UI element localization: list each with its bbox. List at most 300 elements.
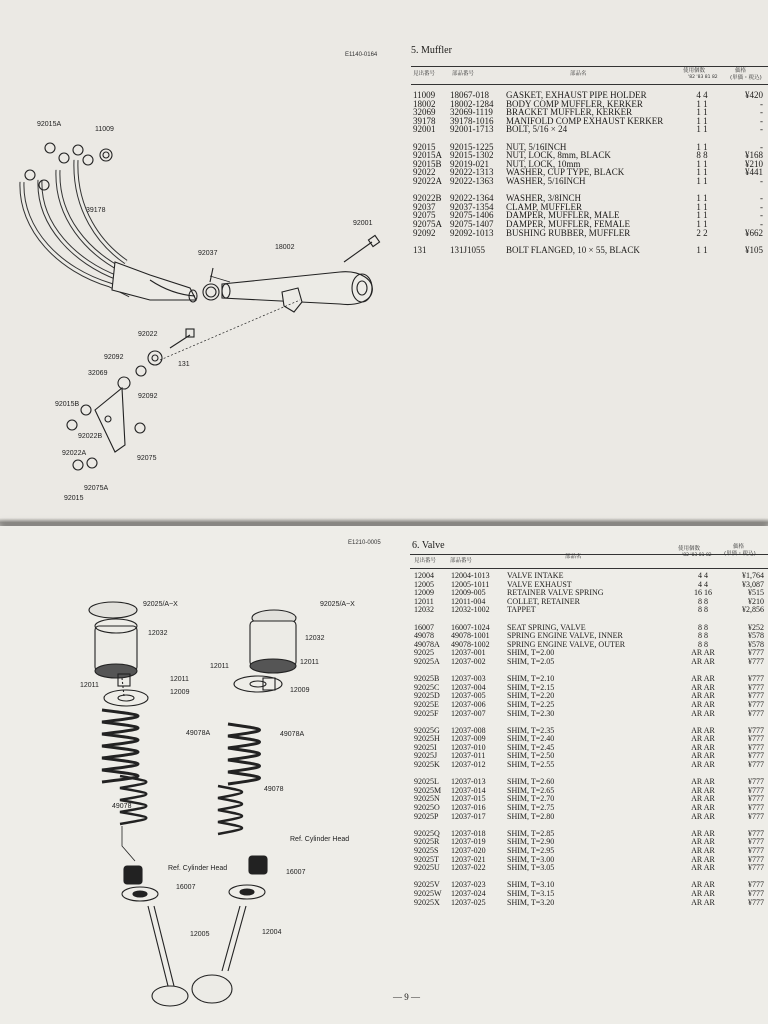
part-number-cell: 92037-1354 <box>450 201 494 212</box>
ref-number-cell: 18002 <box>413 98 436 109</box>
ref-number-cell: 92025P <box>414 811 439 821</box>
part-name-cell: WASHER, 3/8INCH <box>506 193 582 204</box>
quantity-cell: AR AR <box>691 794 715 804</box>
table-row <box>414 606 764 615</box>
part-name-cell: SHIM, T=2.45 <box>507 742 555 752</box>
part-name-cell: SHIM, T=2.70 <box>507 794 555 804</box>
quantity-cell: 1 1 <box>696 107 708 118</box>
price-cell: ¥777 <box>748 682 764 692</box>
table-top-rule <box>410 554 768 555</box>
svg-text:131: 131 <box>178 361 190 368</box>
quantity-cell: 8 8 <box>698 639 708 649</box>
price-cell: ¥777 <box>748 777 764 787</box>
part-number-cell: 12037-017 <box>451 811 486 821</box>
part-name-cell: SHIM, T=2.05 <box>507 656 555 666</box>
part-name-cell: SPRING ENGINE VALVE, INNER <box>507 631 623 641</box>
quantity-cell: 1 1 <box>696 141 708 152</box>
quantity-cell: AR AR <box>691 699 715 709</box>
svg-text:92001: 92001 <box>353 220 373 227</box>
svg-text:92022B: 92022B <box>78 433 103 440</box>
part-name-cell: SHIM, T=2.15 <box>507 682 555 692</box>
col-header-qty: 使用個数 <box>678 546 701 552</box>
part-number-cell: 92075-1406 <box>450 210 494 221</box>
ref-number-cell: 92025T <box>414 854 439 864</box>
part-name-cell: SHIM, T=2.55 <box>507 760 555 770</box>
quantity-cell: 4 4 <box>696 90 708 100</box>
price-cell: ¥3,087 <box>742 579 764 589</box>
part-number-cell: 12032-1002 <box>451 605 490 615</box>
part-number-cell: 39178-1016 <box>450 115 494 126</box>
quantity-cell: AR AR <box>691 777 715 787</box>
ref-number-cell: 92025R <box>414 837 440 847</box>
quantity-cell: 8 8 <box>696 150 708 161</box>
figure-code: E1140-0164 <box>345 52 378 58</box>
svg-text:92025/A~X: 92025/A~X <box>143 601 178 608</box>
price-cell: ¥777 <box>748 811 764 821</box>
svg-text:92025/A~X: 92025/A~X <box>320 601 355 608</box>
part-name-cell: RETAINER VALVE SPRING <box>507 588 604 598</box>
quantity-cell: 1 1 <box>696 210 708 221</box>
svg-text:49078: 49078 <box>112 803 132 810</box>
price-cell: - <box>760 98 763 109</box>
ref-number-cell: 92025O <box>414 803 440 813</box>
ref-number-cell: 49078A <box>414 639 440 649</box>
quantity-cell: 8 8 <box>698 622 708 632</box>
ref-number-cell: 12032 <box>414 605 434 615</box>
table-row <box>414 761 764 770</box>
svg-text:11009: 11009 <box>95 126 114 133</box>
part-name-cell: VALVE INTAKE <box>507 571 564 580</box>
part-number-cell: 12037-022 <box>451 863 486 873</box>
part-name-cell: SHIM, T=2.75 <box>507 803 555 813</box>
col-header-price-note: (単価・税込) <box>730 75 762 81</box>
svg-text:18002: 18002 <box>275 244 295 251</box>
part-number-cell: 12037-011 <box>451 751 486 761</box>
price-cell: - <box>760 201 763 212</box>
price-cell: ¥515 <box>748 588 764 598</box>
col-header-name: 部品名 <box>565 554 582 560</box>
price-cell: ¥777 <box>748 725 764 735</box>
ref-number-cell: 92025D <box>414 691 440 701</box>
price-cell: - <box>760 175 763 186</box>
price-cell: ¥777 <box>748 794 764 804</box>
part-number-cell: 12037-014 <box>451 785 486 795</box>
ref-number-cell: 12004 <box>414 571 434 580</box>
part-number-cell: 12037-003 <box>451 674 486 684</box>
ref-number-cell: 92037 <box>413 201 436 212</box>
part-name-cell: VALVE EXHAUST <box>507 579 572 589</box>
svg-text:12009: 12009 <box>290 687 310 694</box>
table-row <box>413 177 763 186</box>
price-cell: ¥777 <box>748 760 764 770</box>
quantity-cell: AR AR <box>691 897 715 907</box>
ref-number-cell: 92025E <box>414 699 439 709</box>
col-header-name: 部品名 <box>570 71 587 77</box>
part-name-cell: SPRING ENGINE VALVE, OUTER <box>507 639 626 649</box>
price-cell: - <box>760 218 763 229</box>
part-number-cell: 32069-1119 <box>450 107 493 118</box>
quantity-cell: 1 1 <box>696 193 708 204</box>
ref-number-cell: 92025V <box>414 880 440 890</box>
price-cell: ¥777 <box>748 656 764 666</box>
muffler-section-title: 5. Muffler <box>411 45 452 56</box>
part-number-cell: 12037-009 <box>451 734 486 744</box>
col-header-qty-models: '82 '83 81 82 <box>688 75 718 80</box>
price-cell: ¥578 <box>748 631 764 641</box>
part-number-cell: 12037-007 <box>451 708 486 718</box>
quantity-cell: AR AR <box>691 656 715 666</box>
svg-text:12004: 12004 <box>262 929 282 936</box>
ref-number-cell: 92025A <box>414 656 440 666</box>
part-name-cell: SHIM, T=3.05 <box>507 863 555 873</box>
quantity-cell: AR AR <box>691 880 715 890</box>
ref-number-cell: 92015 <box>413 141 436 152</box>
quantity-cell: AR AR <box>691 691 715 701</box>
quantity-cell: 1 1 <box>696 98 708 109</box>
part-name-cell: GASKET, EXHAUST PIPE HOLDER <box>506 90 647 100</box>
price-cell: ¥777 <box>748 863 764 873</box>
table-row <box>414 658 764 667</box>
part-number-cell: 18002-1284 <box>450 98 494 109</box>
part-name-cell: CLAMP, MUFFLER <box>506 201 583 212</box>
svg-text:12011: 12011 <box>210 663 229 670</box>
quantity-cell: AR AR <box>691 734 715 744</box>
part-number-cell: 18067-018 <box>450 90 489 100</box>
part-number-cell: 12037-010 <box>451 742 486 752</box>
page-number: — 9 — <box>393 992 420 1002</box>
ref-number-cell: 92025U <box>414 863 440 873</box>
quantity-cell: AR AR <box>691 863 715 873</box>
part-name-cell: SHIM, T=3.20 <box>507 897 555 907</box>
svg-text:92022: 92022 <box>138 331 158 338</box>
part-name-cell: SHIM, T=2.65 <box>507 785 555 795</box>
svg-text:49078: 49078 <box>264 786 284 793</box>
svg-text:12005: 12005 <box>190 931 210 938</box>
col-header-qty-models: '82 '83 81 82 <box>682 553 712 558</box>
ref-number-cell: 92025J <box>414 751 438 761</box>
ref-number-cell: 92025H <box>414 734 440 744</box>
part-name-cell: SHIM, T=2.35 <box>507 725 555 735</box>
quantity-cell: 1 1 <box>696 175 708 186</box>
table-row <box>414 864 764 873</box>
part-number-cell: 92092-1013 <box>450 227 494 238</box>
quantity-cell: 16 16 <box>694 588 712 598</box>
price-cell: ¥662 <box>745 227 763 238</box>
svg-text:12011: 12011 <box>300 659 319 666</box>
quantity-cell: AR AR <box>691 888 715 898</box>
part-number-cell: 12037-015 <box>451 794 486 804</box>
part-number-cell: 12037-018 <box>451 828 486 838</box>
price-cell: ¥777 <box>748 854 764 864</box>
part-number-cell: 12037-001 <box>451 648 486 658</box>
part-number-cell: 12037-013 <box>451 777 486 787</box>
part-number-cell: 92015-1302 <box>450 150 494 161</box>
quantity-cell: 8 8 <box>698 596 708 606</box>
table-row <box>414 813 764 822</box>
col-header-qty: 使用個数 <box>683 68 706 74</box>
part-number-cell: 12037-025 <box>451 897 486 907</box>
col-header-price-note: (単価・税込) <box>724 551 756 557</box>
table-row <box>414 899 764 908</box>
part-name-cell: NUT, LOCK, 8mm, BLACK <box>506 150 611 161</box>
table-row <box>414 710 764 719</box>
part-number-cell: 12005-1011 <box>451 579 490 589</box>
svg-text:12011: 12011 <box>170 676 189 683</box>
quantity-cell: 4 4 <box>698 571 708 580</box>
part-name-cell: BOLT, 5/16 × 24 <box>506 124 568 135</box>
quantity-cell: 2 2 <box>696 227 708 238</box>
ref-number-cell: 92092 <box>413 227 436 238</box>
part-number-cell: 12037-005 <box>451 691 486 701</box>
part-number-cell: 12009-005 <box>451 588 486 598</box>
ref-number-cell: 12011 <box>414 596 434 606</box>
ref-number-cell: 92025F <box>414 708 439 718</box>
ref-number-cell: 92025I <box>414 742 437 752</box>
quantity-cell: AR AR <box>691 803 715 813</box>
part-number-cell: 92022-1364 <box>450 193 494 204</box>
part-number-cell: 12004-1013 <box>451 571 490 580</box>
part-number-cell: 92022-1363 <box>450 175 494 186</box>
svg-text:12009: 12009 <box>170 689 190 696</box>
part-name-cell: SHIM, T=2.10 <box>507 674 555 684</box>
price-cell: ¥105 <box>745 244 763 255</box>
quantity-cell: 1 1 <box>696 201 708 212</box>
part-name-cell: COLLET, RETAINER <box>507 596 580 606</box>
part-name-cell: DAMPER, MUFFLER, MALE <box>506 210 620 221</box>
part-number-cell: 92015-1225 <box>450 141 494 152</box>
quantity-cell: 1 1 <box>696 167 708 178</box>
ref-number-cell: 49078 <box>414 631 434 641</box>
price-cell: ¥168 <box>745 150 763 161</box>
svg-text:92015: 92015 <box>64 495 84 502</box>
part-name-cell: SHIM, T=2.95 <box>507 846 555 855</box>
svg-text:12032: 12032 <box>305 635 325 642</box>
table-top-rule <box>411 66 768 67</box>
quantity-cell: 1 1 <box>696 124 708 135</box>
quantity-cell: AR AR <box>691 674 715 684</box>
part-name-cell: SHIM, T=2.60 <box>507 777 555 787</box>
svg-text:12032: 12032 <box>148 630 168 637</box>
ref-number-cell: 92025K <box>414 760 440 770</box>
price-cell: ¥210 <box>748 596 764 606</box>
part-number-cell: 16007-1024 <box>451 622 490 632</box>
price-cell: ¥777 <box>748 803 764 813</box>
part-name-cell: SHIM, T=2.30 <box>507 708 555 718</box>
price-cell: - <box>760 115 763 126</box>
svg-text:39178: 39178 <box>86 207 106 214</box>
svg-text:Ref. Cylinder Head: Ref. Cylinder Head <box>168 865 228 872</box>
svg-text:92015B: 92015B <box>55 401 80 408</box>
price-cell: ¥777 <box>748 837 764 847</box>
quantity-cell: AR AR <box>691 837 715 847</box>
price-cell: ¥777 <box>748 691 764 701</box>
part-number-cell: 92001-1713 <box>450 124 494 135</box>
ref-number-cell: 16007 <box>414 622 434 632</box>
quantity-cell: 8 8 <box>698 605 708 615</box>
part-name-cell: SHIM, T=2.85 <box>507 828 555 838</box>
part-name-cell: SHIM, T=3.00 <box>507 854 555 864</box>
part-name-cell: NUT, LOCK, 10mm <box>506 158 581 169</box>
ref-number-cell: 92025G <box>414 725 440 735</box>
svg-text:92092: 92092 <box>138 393 158 400</box>
col-header-part-no: 部品番号 <box>452 71 475 77</box>
price-cell: - <box>760 210 763 221</box>
quantity-cell: AR AR <box>691 648 715 658</box>
part-name-cell: SHIM, T=3.10 <box>507 880 555 890</box>
ref-number-cell: 92001 <box>413 124 436 135</box>
part-number-cell: 12037-008 <box>451 725 486 735</box>
ref-number-cell: 92022 <box>413 167 436 178</box>
part-name-cell: SEAT SPRING, VALVE <box>507 622 586 632</box>
ref-number-cell: 92075 <box>413 210 436 221</box>
svg-text:92037: 92037 <box>198 250 218 257</box>
part-name-cell: DAMPER, MUFFLER, FEMALE <box>506 218 631 229</box>
price-cell: ¥777 <box>748 708 764 718</box>
svg-text:32069: 32069 <box>88 370 108 377</box>
ref-number-cell: 92025N <box>414 794 440 804</box>
part-name-cell: SHIM, T=2.00 <box>507 648 555 658</box>
price-cell: ¥777 <box>748 785 764 795</box>
quantity-cell: 4 4 <box>698 579 708 589</box>
ref-number-cell: 12009 <box>414 588 434 598</box>
ref-number-cell: 39178 <box>413 115 436 126</box>
part-number-cell: 12037-021 <box>451 854 486 864</box>
quantity-cell: AR AR <box>691 828 715 838</box>
quantity-cell: AR AR <box>691 760 715 770</box>
quantity-cell: 1 1 <box>696 115 708 126</box>
table-header-rule <box>410 568 768 569</box>
part-name-cell: BODY COMP MUFFLER, KERKER <box>506 98 643 109</box>
part-name-cell: SHIM, T=2.90 <box>507 837 555 847</box>
ref-number-cell: 92025 <box>414 648 434 658</box>
price-cell: ¥1,764 <box>742 571 764 580</box>
svg-text:92022A: 92022A <box>62 450 87 457</box>
part-name-cell: WASHER, 5/16INCH <box>506 175 586 186</box>
part-name-cell: SHIM, T=2.20 <box>507 691 555 701</box>
part-number-cell: 12037-019 <box>451 837 486 847</box>
svg-text:92075A: 92075A <box>84 485 109 492</box>
ref-number-cell: 92025L <box>414 777 439 787</box>
part-name-cell: BRACKET MUFFLER, KERKER <box>506 107 633 118</box>
table-row <box>413 229 763 238</box>
ref-number-cell: 32069 <box>413 107 436 118</box>
part-name-cell: SHIM, T=2.80 <box>507 811 555 821</box>
part-name-cell: TAPPET <box>507 605 536 615</box>
svg-text:16007: 16007 <box>286 869 306 876</box>
ref-number-cell: 92022A <box>413 175 442 186</box>
price-cell: ¥210 <box>745 158 763 169</box>
valve-section-title: 6. Valve <box>412 540 445 551</box>
part-number-cell: 12037-024 <box>451 888 486 898</box>
svg-text:16007: 16007 <box>176 884 196 891</box>
col-header-price: 価格 <box>733 544 745 550</box>
quantity-cell: 1 1 <box>696 158 708 169</box>
price-cell: ¥777 <box>748 880 764 890</box>
col-header-ref: 見出番号 <box>413 71 436 77</box>
muffler-exploded-diagram <box>0 0 400 505</box>
part-number-cell: 12037-004 <box>451 682 486 692</box>
ref-number-cell: 92025M <box>414 785 442 795</box>
svg-text:49078A: 49078A <box>280 731 305 738</box>
table-header-rule <box>411 84 768 85</box>
price-cell: ¥252 <box>748 622 764 632</box>
quantity-cell: AR AR <box>691 708 715 718</box>
price-cell: ¥777 <box>748 897 764 907</box>
svg-text:92092: 92092 <box>104 354 124 361</box>
part-number-cell: 12037-002 <box>451 656 486 666</box>
ref-number-cell: 92025Q <box>414 828 440 838</box>
price-cell: ¥777 <box>748 828 764 838</box>
part-name-cell: NUT, 5/16INCH <box>506 141 567 152</box>
price-cell: ¥578 <box>748 639 764 649</box>
figure-code: E1210-0005 <box>348 540 381 546</box>
table-row <box>413 246 763 255</box>
price-cell: ¥777 <box>748 742 764 752</box>
ref-number-cell: 92025X <box>414 897 440 907</box>
part-number-cell: 12037-012 <box>451 760 486 770</box>
col-header-part-no: 部品番号 <box>450 558 473 564</box>
part-name-cell: SHIM, T=2.50 <box>507 751 555 761</box>
valve-page <box>0 526 768 1024</box>
col-header-price: 価格 <box>735 68 747 74</box>
muffler-parts-table <box>413 91 763 254</box>
valve-parts-table <box>414 572 764 907</box>
quantity-cell: AR AR <box>691 785 715 795</box>
price-cell: ¥777 <box>748 674 764 684</box>
price-cell: ¥441 <box>745 167 763 178</box>
ref-number-cell: 92075A <box>413 218 442 229</box>
quantity-cell: AR AR <box>691 751 715 761</box>
ref-number-cell: 12005 <box>414 579 434 589</box>
part-number-cell: 49078-1001 <box>451 631 490 641</box>
svg-text:49078A: 49078A <box>186 730 211 737</box>
ref-number-cell: 92025S <box>414 846 439 855</box>
part-number-cell: 12037-006 <box>451 699 486 709</box>
part-name-cell: BUSHING RUBBER, MUFFLER <box>506 227 631 238</box>
price-cell: ¥777 <box>748 751 764 761</box>
ref-number-cell: 131 <box>413 244 427 255</box>
part-number-cell: 12037-020 <box>451 846 486 855</box>
table-row <box>413 125 763 134</box>
quantity-cell: AR AR <box>691 854 715 864</box>
svg-text:12011: 12011 <box>80 682 99 689</box>
svg-text:92015A: 92015A <box>37 121 62 128</box>
part-number-cell: 92019-021 <box>450 158 489 169</box>
part-number-cell: 12037-023 <box>451 880 486 890</box>
ref-number-cell: 92025C <box>414 682 440 692</box>
part-number-cell: 12011-004 <box>451 596 486 606</box>
part-name-cell: SHIM, T=2.40 <box>507 734 555 744</box>
part-number-cell: 49078-1002 <box>451 639 490 649</box>
price-cell: - <box>760 107 763 118</box>
part-name-cell: WASHER, CUP TYPE, BLACK <box>506 167 625 178</box>
ref-number-cell: 92025W <box>414 888 442 898</box>
quantity-cell: AR AR <box>691 811 715 821</box>
quantity-cell: AR AR <box>691 682 715 692</box>
price-cell: ¥777 <box>748 734 764 744</box>
price-cell: ¥777 <box>748 846 764 855</box>
price-cell: ¥777 <box>748 648 764 658</box>
price-cell: - <box>760 141 763 152</box>
quantity-cell: 1 1 <box>696 218 708 229</box>
svg-text:92075: 92075 <box>137 455 157 462</box>
ref-number-cell: 11009 <box>413 90 436 100</box>
price-cell: ¥2,856 <box>742 605 764 615</box>
valve-exploded-diagram <box>0 526 400 1016</box>
ref-number-cell: 92015A <box>413 150 442 161</box>
col-header-ref: 見出番号 <box>414 558 437 564</box>
quantity-cell: AR AR <box>691 725 715 735</box>
